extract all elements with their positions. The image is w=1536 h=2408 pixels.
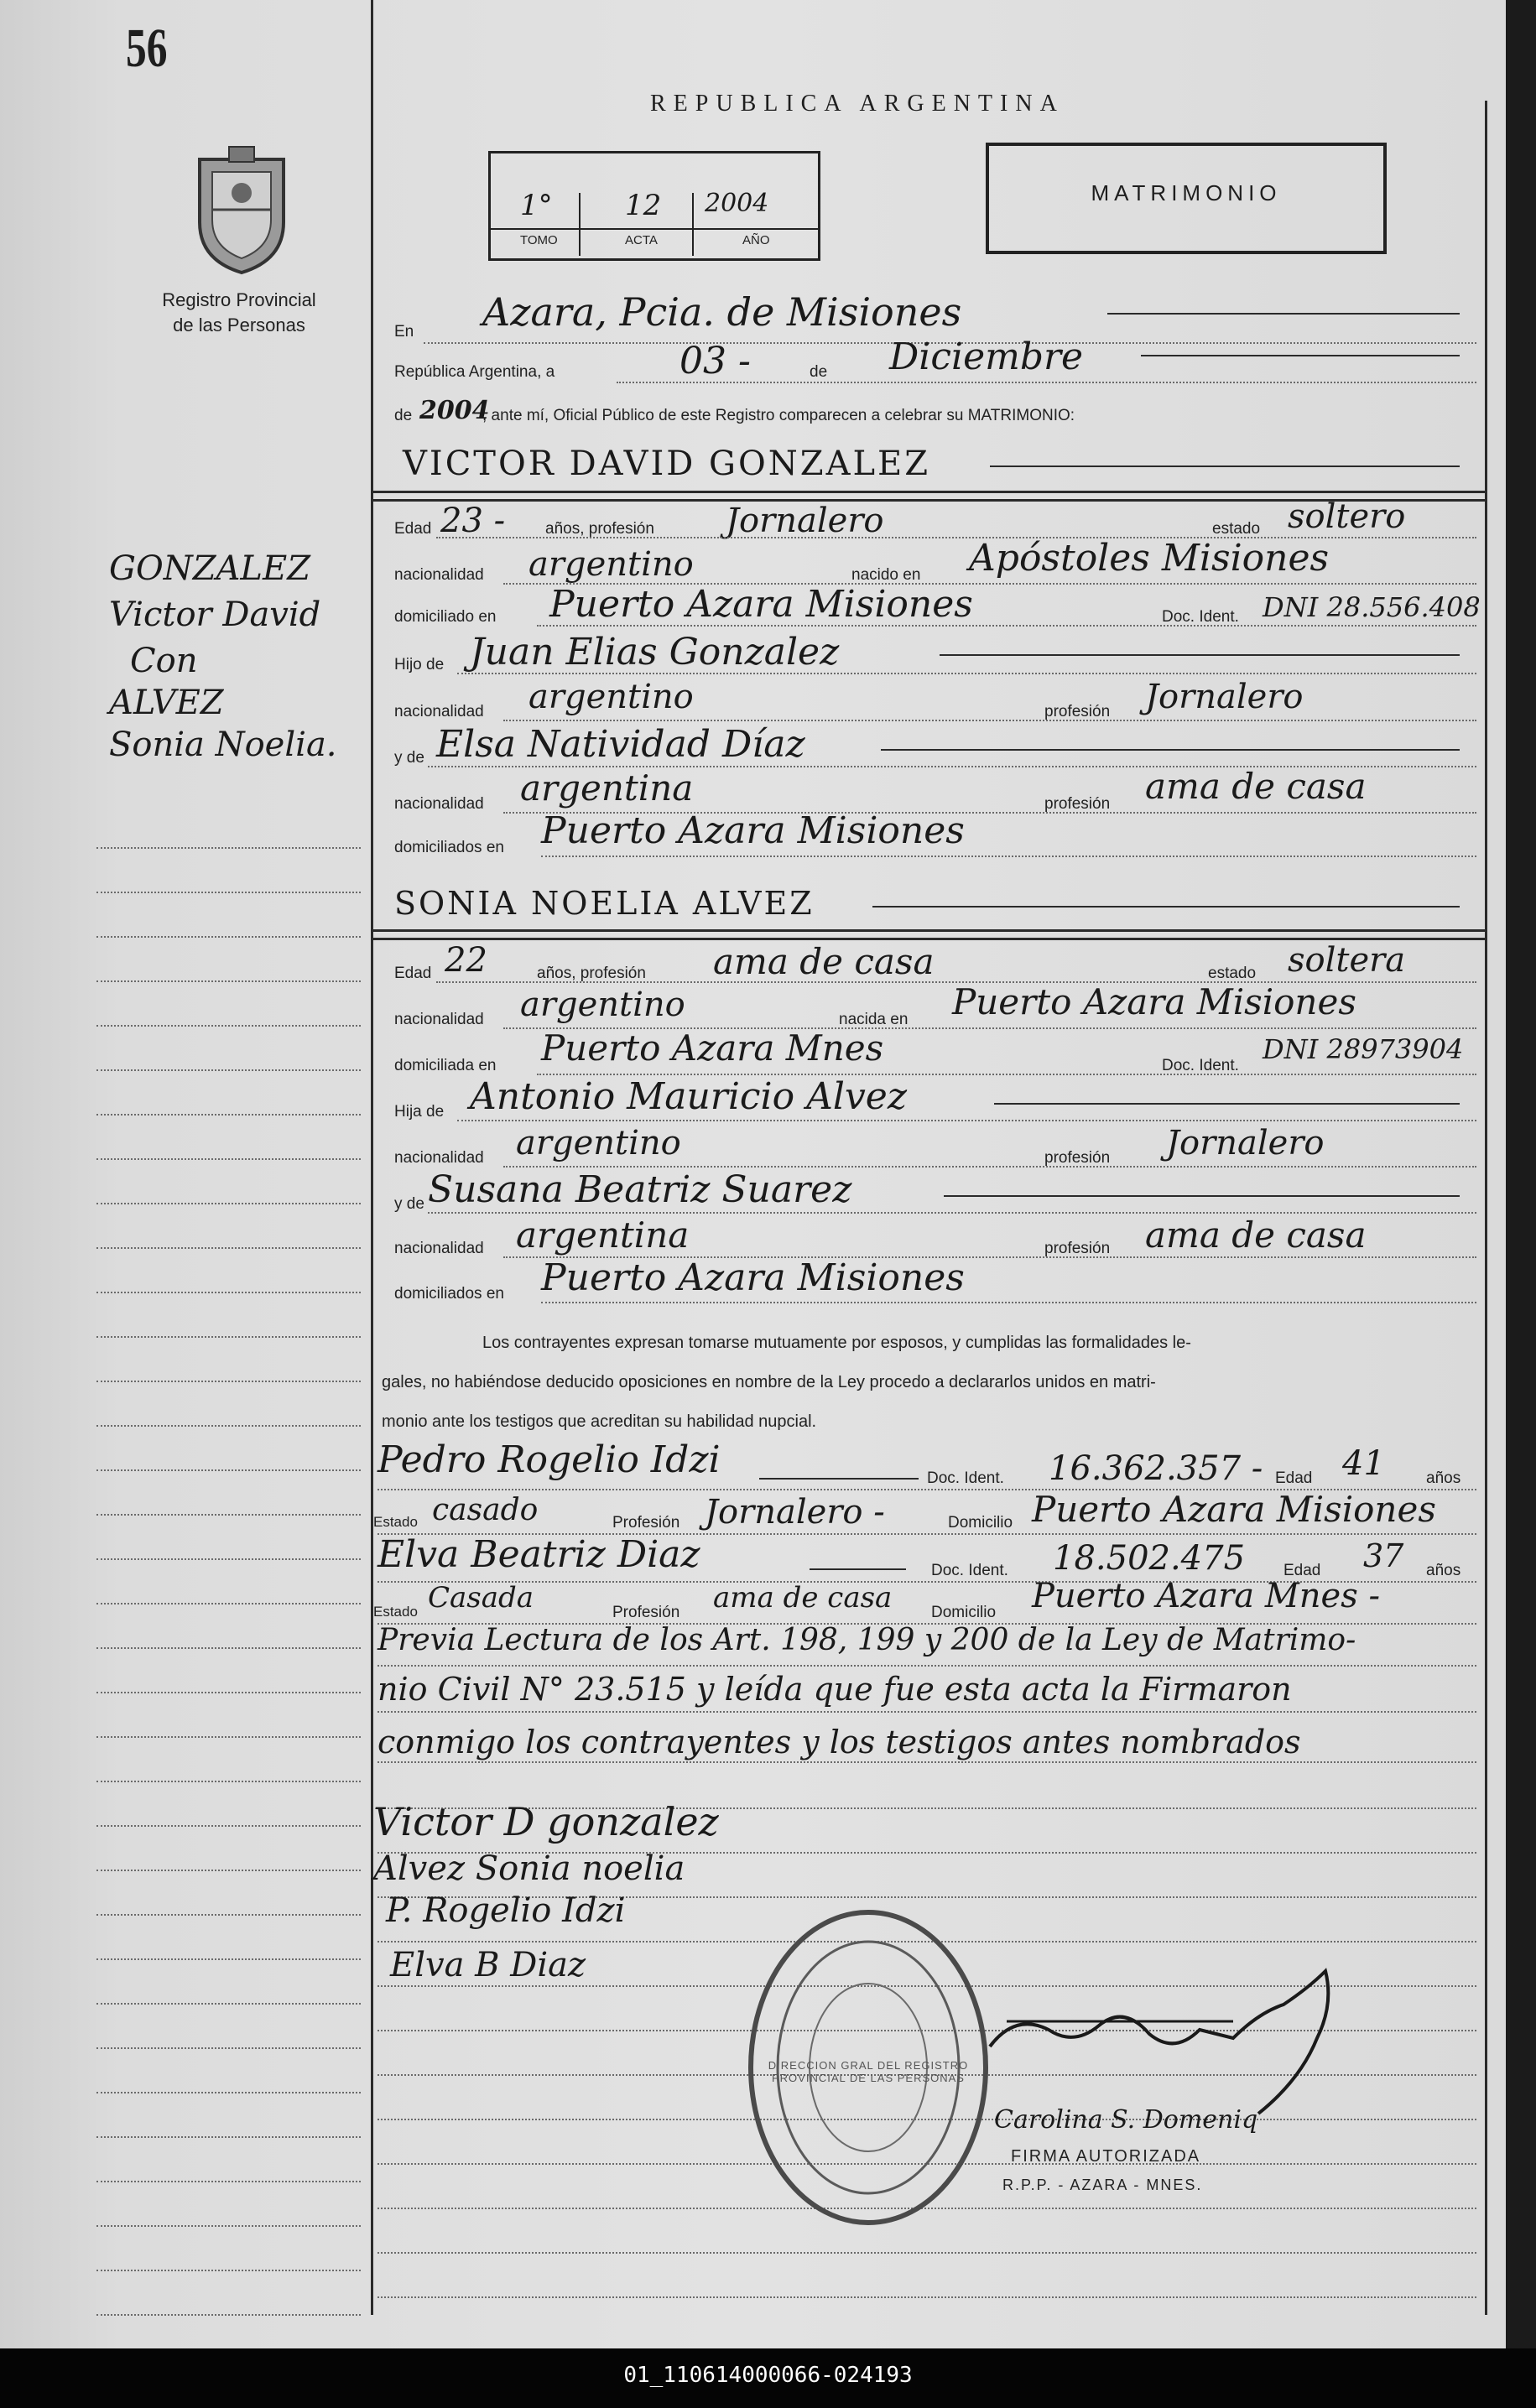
witness1-anos-label: años	[1426, 1469, 1461, 1487]
margin-rule	[96, 1825, 361, 1827]
bride-mother-prof: ama de casa	[1145, 1214, 1367, 1256]
witness1-doc-label: Doc. Ident.	[927, 1469, 1004, 1487]
body-rule	[377, 2252, 1476, 2254]
margin-rule	[96, 2270, 361, 2271]
bride-hija-label: Hija de	[394, 1103, 445, 1121]
rule	[1141, 355, 1460, 356]
groom-hijo-label: Hijo de	[394, 656, 445, 674]
witness1-name: Pedro Rogelio Idzi	[377, 1438, 721, 1481]
registry-name-line2: de las Personas	[173, 315, 305, 335]
margin-rule	[96, 1336, 361, 1338]
witness2-dom-label: Domicilio	[931, 1604, 997, 1621]
groom-father-prof: Jornalero	[1145, 678, 1304, 716]
margin-rule	[96, 847, 361, 849]
margin-rule	[96, 1158, 361, 1160]
margin-divider	[371, 0, 373, 2315]
rule	[377, 1711, 1476, 1713]
bride-doms-label: domiciliados en	[394, 1285, 504, 1303]
rule	[940, 654, 1460, 656]
section-rule	[371, 938, 1487, 940]
rule	[881, 749, 1460, 751]
statement-line1: Los contrayentes expresan tomarse mutuamente por esposos, y cumplidas las formalidades le-	[482, 1334, 1191, 1352]
signature-groom: Victor D gonzalez	[373, 1799, 719, 1844]
en-label: En	[394, 323, 414, 341]
witness2-domicile: Puerto Azara Mnes -	[1032, 1577, 1380, 1615]
margin-rule	[96, 1247, 361, 1249]
bride-age: 22	[445, 941, 487, 980]
margin-rule	[96, 1069, 361, 1071]
bride-dom-label: domiciliada en	[394, 1057, 497, 1074]
signature-witness1: P. Rogelio Idzi	[386, 1891, 626, 1930]
witness1-dom-label: Domicilio	[948, 1514, 1013, 1532]
witness2-estado-label: Estado	[373, 1604, 418, 1620]
groom-prof2-label: profesión	[1044, 795, 1111, 813]
groom-doms-label: domiciliados en	[394, 839, 504, 856]
intro-text: , ante mí, Oficial Público de este Registro comparecen a celebrar su MATRIMONIO:	[482, 407, 1075, 424]
bride-father-nat: argentino	[516, 1124, 681, 1162]
tomo-value: 1°	[520, 189, 553, 222]
groom-age: 23 -	[440, 502, 506, 540]
bride-estado: soltera	[1288, 941, 1406, 980]
rule	[503, 720, 1476, 721]
witness1-domicile: Puerto Azara Misiones	[1032, 1489, 1436, 1530]
margin-note-line5: Sonia Noelia.	[109, 726, 337, 764]
bride-prof2-label: profesión	[1044, 1240, 1111, 1257]
witness1-estado-label: Estado	[373, 1514, 418, 1530]
margin-rule	[96, 1692, 361, 1693]
groom-nac3-label: nacionalidad	[394, 795, 484, 813]
bride-parents-dom: Puerto Azara Misiones	[541, 1256, 965, 1299]
intro-month: Diciembre	[889, 335, 1084, 378]
margin-rule	[96, 980, 361, 982]
groom-anos-label: años, profesión	[545, 520, 654, 538]
bride-father-prof: Jornalero	[1166, 1124, 1325, 1162]
witness1-prof-label: Profesión	[612, 1514, 680, 1532]
witness2-estado: Casada	[428, 1581, 534, 1615]
witness2-doc: 18.502.475	[1053, 1539, 1246, 1578]
rule	[617, 382, 1476, 383]
scan-edge	[1506, 0, 1536, 2348]
bride-nacida-label: nacida en	[839, 1011, 909, 1028]
groom-nacido-label: nacido en	[851, 566, 921, 584]
witness2-prof-label: Profesión	[612, 1604, 680, 1621]
groom-name: VICTOR DAVID GONZALEZ	[403, 445, 931, 483]
witness2-edad-label: Edad	[1283, 1562, 1321, 1579]
rule	[990, 465, 1460, 467]
groom-nationality: argentino	[528, 545, 694, 584]
bride-doc-label: Doc. Ident.	[1162, 1057, 1239, 1074]
margin-rule	[96, 1958, 361, 1960]
signature-bride: Alvez Sonia noelia	[373, 1849, 685, 1888]
rule	[541, 856, 1476, 857]
closing-line2: nio Civil N° 23.515 y leída que fue esta acta la Firmaron	[377, 1671, 1292, 1708]
record-ref-divider	[488, 228, 818, 230]
registry-name-line1: Registro Provincial	[162, 289, 316, 310]
rule	[457, 673, 1476, 674]
bride-name: SONIA NOELIA ALVEZ	[394, 885, 815, 922]
margin-rule	[96, 1469, 361, 1471]
bride-mother-nat: argentina	[516, 1214, 690, 1256]
margin-rule	[96, 936, 361, 938]
section-rule	[371, 491, 1487, 493]
witness2-anos-label: años	[1426, 1562, 1461, 1579]
witness2-name: Elva Beatriz Diaz	[377, 1533, 700, 1576]
bride-domicile: Puerto Azara Mnes	[541, 1027, 884, 1069]
ano-label: AÑO	[742, 233, 770, 247]
margin-note-line3: Con	[130, 642, 198, 680]
margin-rule	[96, 1292, 361, 1293]
witness1-profession: Jornalero -	[705, 1493, 885, 1532]
official-title: FIRMA AUTORIZADA	[1011, 2147, 1201, 2166]
bride-doc: DNI 28973904	[1263, 1033, 1464, 1065]
groom-estado: soltero	[1288, 497, 1406, 536]
margin-note-line2: Victor David	[109, 595, 321, 634]
bride-nac2-label: nacionalidad	[394, 1149, 484, 1167]
groom-prof-label: profesión	[1044, 703, 1111, 720]
groom-birthplace: Apóstoles Misiones	[969, 537, 1330, 580]
groom-father: Juan Elias Gonzalez	[470, 631, 840, 674]
margin-rule	[96, 1381, 361, 1382]
official-signature-icon	[981, 1954, 1418, 2122]
witness2-profession: ama de casa	[713, 1581, 893, 1615]
bride-nationality: argentino	[520, 986, 685, 1024]
margin-rule	[96, 1603, 361, 1604]
margin-rule	[96, 2314, 361, 2316]
margin-rule	[96, 1114, 361, 1116]
groom-mother-prof: ama de casa	[1145, 766, 1367, 807]
bride-nac3-label: nacionalidad	[394, 1240, 484, 1257]
groom-doc-label: Doc. Ident.	[1162, 608, 1239, 626]
bride-profession: ama de casa	[713, 941, 935, 982]
intro-day: 03 -	[679, 340, 751, 382]
witness1-doc: 16.362.357 -	[1049, 1449, 1263, 1488]
groom-edad-label: Edad	[394, 520, 432, 538]
statement-line3: monio ante los testigos que acreditan su habilidad nupcial.	[382, 1412, 817, 1431]
margin-rule	[96, 1870, 361, 1871]
bride-estado-label: estado	[1208, 965, 1257, 982]
rule	[537, 625, 1476, 627]
margin-rule	[96, 1425, 361, 1427]
margin-rule	[96, 2136, 361, 2138]
stamp-text: DIRECCION GRAL DEL REGISTRO PROVINCIAL DE LAS PERSONAS	[768, 2059, 969, 2084]
statement-line2: gales, no habiéndose deducido oposiciones en nombre de la Ley procedo a declararlos unidos en matri-	[382, 1373, 1156, 1391]
bride-yde-label: y de	[394, 1195, 424, 1213]
groom-nac2-label: nacionalidad	[394, 703, 484, 720]
intro-place: Azara, Pcia. de Misiones	[482, 289, 962, 335]
margin-rule	[96, 1514, 361, 1516]
margin-rule	[96, 892, 361, 893]
intro-de-label: de	[810, 363, 828, 381]
record-type: MATRIMONIO	[1091, 180, 1282, 205]
margin-rule	[96, 2092, 361, 2093]
groom-father-nat: argentino	[528, 678, 694, 716]
rule	[1107, 313, 1460, 315]
margin-rule	[96, 1647, 361, 1649]
groom-nac-label: nacionalidad	[394, 566, 484, 584]
section-rule	[371, 929, 1487, 932]
rule	[377, 1761, 1476, 1763]
intro-de2-label: de	[394, 407, 413, 424]
margin-rule	[96, 2181, 361, 2182]
bride-father: Antonio Mauricio Alvez	[470, 1075, 908, 1118]
groom-mother: Elsa Natividad Díaz	[436, 723, 805, 766]
rule	[872, 906, 1460, 908]
record-ref-sep	[692, 193, 694, 256]
groom-estado-label: estado	[1212, 520, 1261, 538]
rule	[759, 1478, 919, 1480]
groom-doc: DNI 28.556.408	[1263, 591, 1481, 623]
margin-rule	[96, 1736, 361, 1738]
rule	[810, 1568, 906, 1570]
margin-rule	[96, 1781, 361, 1782]
witness1-age: 41	[1342, 1444, 1385, 1483]
margin-rule	[96, 2047, 361, 2049]
record-ref-sep	[579, 193, 581, 256]
margin-rule	[96, 1203, 361, 1204]
margin-rule	[96, 2003, 361, 2005]
bride-nac-label: nacionalidad	[394, 1011, 484, 1028]
official-name: Carolina S. Domeniq	[994, 2105, 1258, 2135]
closing-line1: Previa Lectura de los Art. 198, 199 y 200 de la Ley de Matrimo-	[377, 1623, 1356, 1657]
margin-note-line4: ALVEZ	[109, 684, 224, 722]
rule	[377, 1665, 1476, 1667]
intro-year: 2004	[419, 396, 490, 425]
margin-rule	[96, 1914, 361, 1916]
groom-dom-label: domiciliado en	[394, 608, 497, 626]
official-office: R.P.P. - AZARA - MNES.	[1002, 2177, 1203, 2193]
acta-label: ACTA	[625, 233, 658, 247]
right-border	[1485, 101, 1487, 2315]
groom-mother-nat: argentina	[520, 767, 694, 809]
page-number: 56	[126, 18, 168, 79]
bride-birthplace: Puerto Azara Misiones	[952, 981, 1356, 1022]
groom-profession: Jornalero	[726, 502, 884, 540]
rule	[541, 1302, 1476, 1303]
witness2-age: 37	[1363, 1537, 1404, 1574]
republica-label: República Argentina, a	[394, 363, 555, 381]
tomo-label: TOMO	[520, 233, 558, 247]
rule	[944, 1195, 1460, 1197]
coat-of-arms-icon	[183, 143, 300, 277]
rule	[428, 1212, 1476, 1214]
margin-rule	[96, 2225, 361, 2227]
margin-rule	[96, 1558, 361, 1560]
country-title: REPUBLICA ARGENTINA	[650, 91, 1065, 117]
bride-anos-label: años, profesión	[537, 965, 646, 982]
groom-yde-label: y de	[394, 749, 424, 767]
bride-edad-label: Edad	[394, 965, 432, 982]
closing-line3: conmigo los contrayentes y los testigos antes nombrados	[377, 1724, 1301, 1760]
acta-value: 12	[625, 189, 662, 222]
margin-rule	[96, 1025, 361, 1027]
groom-domicile: Puerto Azara Misiones	[549, 583, 973, 626]
rule	[457, 1120, 1476, 1121]
rule	[994, 1103, 1460, 1105]
signature-witness2: Elva B Diaz	[390, 1946, 586, 1984]
bride-prof-label: profesión	[1044, 1149, 1111, 1167]
footer-id: 01_110614000066-024193	[623, 2363, 913, 2388]
body-rule	[377, 2296, 1476, 2298]
margin-note-line1: GONZALEZ	[109, 549, 310, 588]
witness1-edad-label: Edad	[1275, 1469, 1313, 1487]
witness1-estado: casado	[432, 1493, 539, 1527]
bride-mother: Susana Beatriz Suarez	[428, 1168, 852, 1211]
groom-parents-dom: Puerto Azara Misiones	[541, 809, 965, 852]
rule	[503, 1166, 1476, 1168]
ano-value: 2004	[705, 189, 769, 218]
witness2-doc-label: Doc. Ident.	[931, 1562, 1008, 1579]
